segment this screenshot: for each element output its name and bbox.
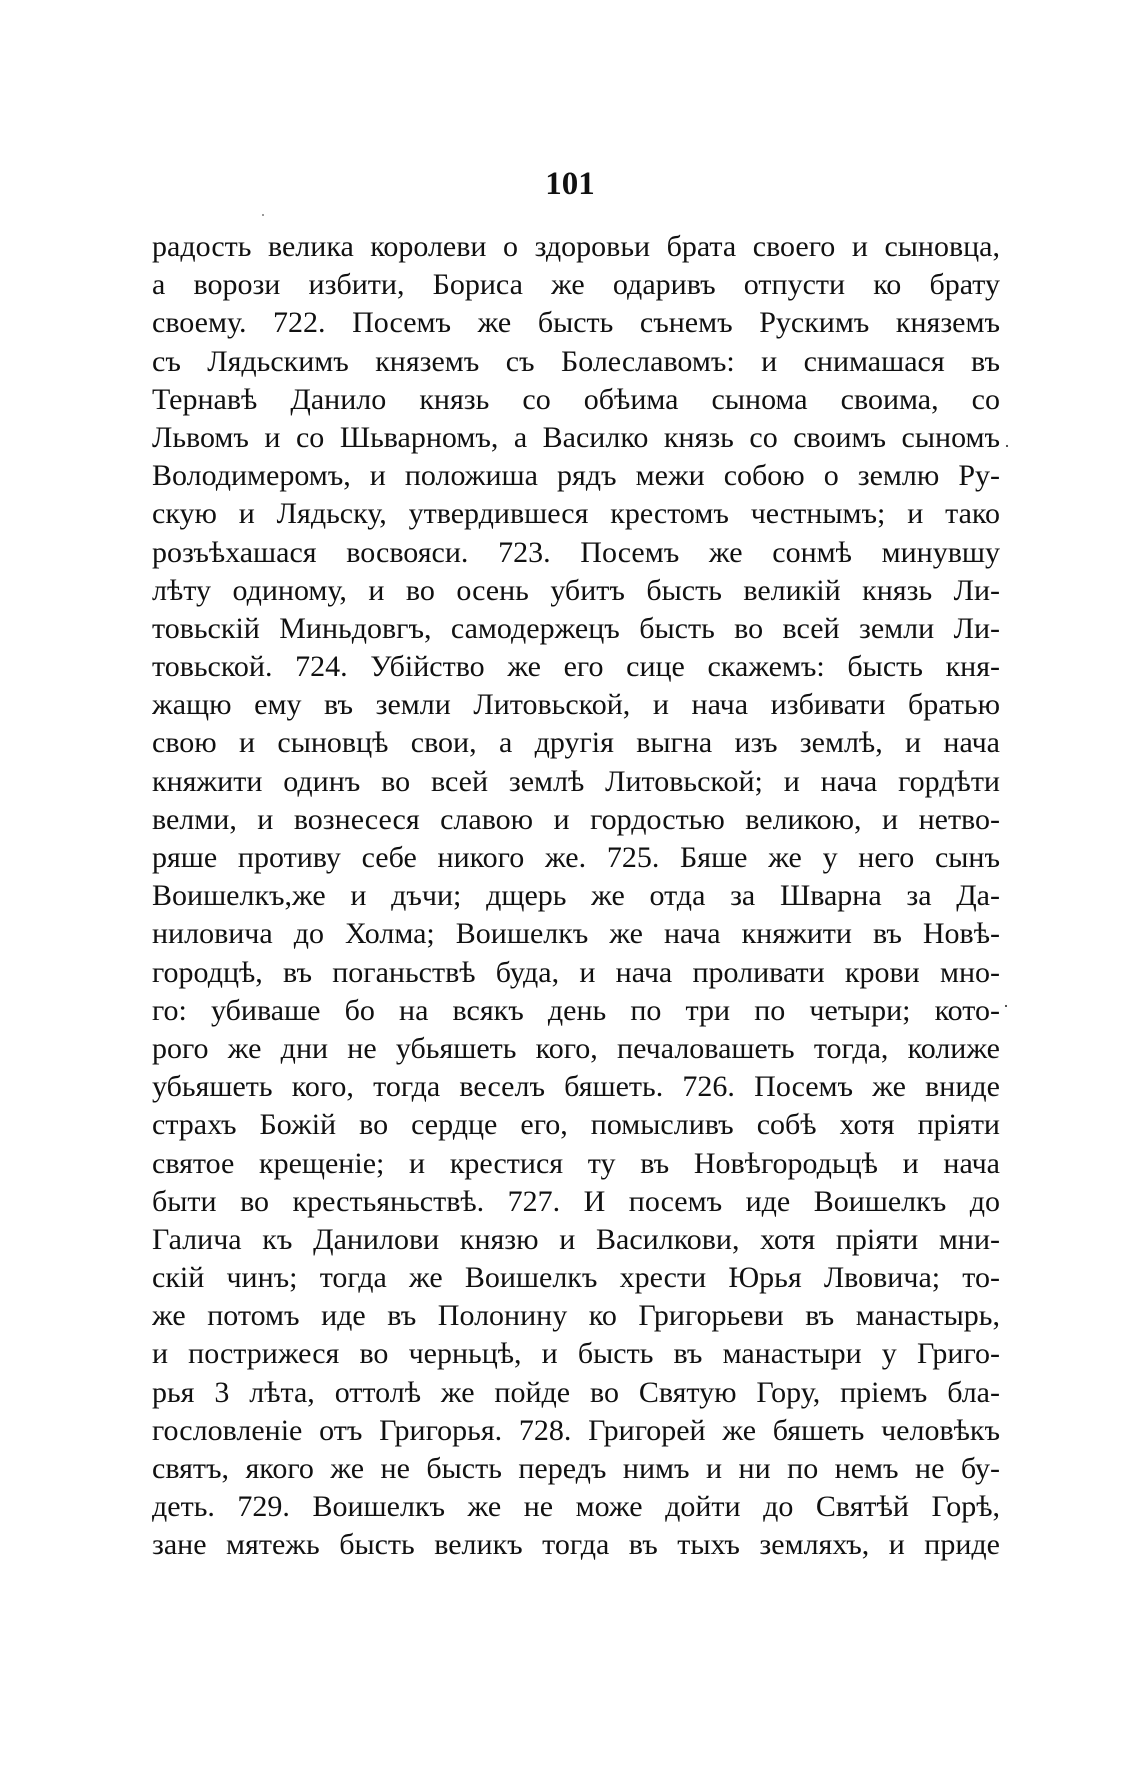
text-line: княжити одинъ во всей землѣ Литовьской; и нача гордѣти [152,764,1000,798]
text-line: быти во крестьяньствѣ. 727. И посемъ иде Воишелкъ до [152,1184,1000,1218]
text-line: и пострижеся во черньцѣ, и бысть въ манастыри у Григо- [152,1337,1000,1371]
text-line: Львомъ и со Шьварномъ, а Василко князь со своимъ сыномъ [152,420,1000,454]
text-line: скую и Лядьску, утвердившеся крестомъ честнымъ; и тако [152,497,1000,531]
text-line: деть. 729. Воишелкъ же не може дойти до Святѣй Горѣ, [152,1490,1000,1524]
text-line: убьяшеть кого, тогда веселъ бяшеть. 726. Посемъ же вниде [152,1070,1000,1104]
margin-mark: · [1003,996,1009,1016]
text-line: же потомъ иде въ Полонину ко Григорьеви въ манастырь, [152,1299,1000,1333]
text-line: го: убиваше бо на всякъ день по три по четыри; кото- [152,993,1000,1027]
page-number: 101 [545,166,595,202]
text-line: скій чинъ; тогда же Воишелкъ хрести Юрья Лвовича; то- [152,1261,1000,1295]
text-line: жащю ему въ земли Литовьской, и нача избивати братью [152,688,1000,722]
body-text [152,228,1000,1565]
text-line: съ Лядьскимъ княземъ съ Болеславомъ: и снимашася въ [152,344,1000,378]
text-line: ниловича до Холма; Воишелкъ же нача княжити въ Новѣ- [152,917,1000,951]
text-line: святъ, якого же не бысть передъ нимъ и ни по немъ не бу- [152,1452,1000,1485]
text-line: Володимеромъ, и положиша рядъ межи собою о землю Ру- [152,459,1000,493]
text-line: гословленіе отъ Григорья. 728. Григорей же бяшеть человѣкъ [152,1413,1000,1447]
text-line: велми, и вознесеся славою и гордостью великою, и нетво- [152,802,1000,836]
text-line: рья 3 лѣта, оттолѣ же пойде во Святую Гору, пріемъ бла- [152,1375,1000,1409]
text-line: лѣту одиному, и во осень убитъ бысть великій князь Ли- [152,573,1000,607]
text-line: розъѣхашася восвояси. 723. Посемъ же сонмѣ минувшу [152,535,1000,569]
stray-dot [262,214,264,216]
text-line: свою и сыновцѣ свои, а другія выгна изъ землѣ, и нача [152,726,1000,760]
text-line: городцѣ, въ поганьствѣ буда, и нача проливати крови мно- [152,955,1000,989]
text-line: Тернавѣ Данило князь со обѣима сынома своима, со [152,382,1000,416]
text-line: своему. 722. Посемъ же бысть сънемъ Рускимъ княземъ [152,306,1000,340]
text-line: а ворози избити, Бориса же одаривъ отпусти ко брату [152,268,1000,302]
text-line: радость велика королеви о здоровьи брата своего и сыновца, [152,230,1000,263]
text-line: святое крещеніе; и крестися ту въ Новѣгородьцѣ и нача [152,1146,1000,1180]
text-line: товьскій Миньдовгъ, самодержецъ бысть во всей земли Ли- [152,611,1000,645]
text-line: Галича къ Данилови князю и Василкови, хотя пріяти мни- [152,1222,1000,1256]
text-line: зане мятежь бысть великъ тогда въ тыхъ земляхъ, и приде [152,1528,1000,1562]
text-line: рого же дни не убьяшеть кого, печаловашеть тогда, колиже [152,1031,1000,1065]
margin-mark: · [1004,436,1010,456]
text-line: Воишелкъ,же и дъчи; дщерь же отда за Шварна за Да- [152,879,1000,913]
text-line: товьской. 724. Убійство же его сице скажемъ: бысть кня- [152,650,1000,684]
text-line: страхъ Божій во сердце его, помысливъ собѣ хотя пріяти [152,1108,1000,1142]
text-line: ряше противу себе никого же. 725. Бяше же у него сынъ [152,841,1000,874]
